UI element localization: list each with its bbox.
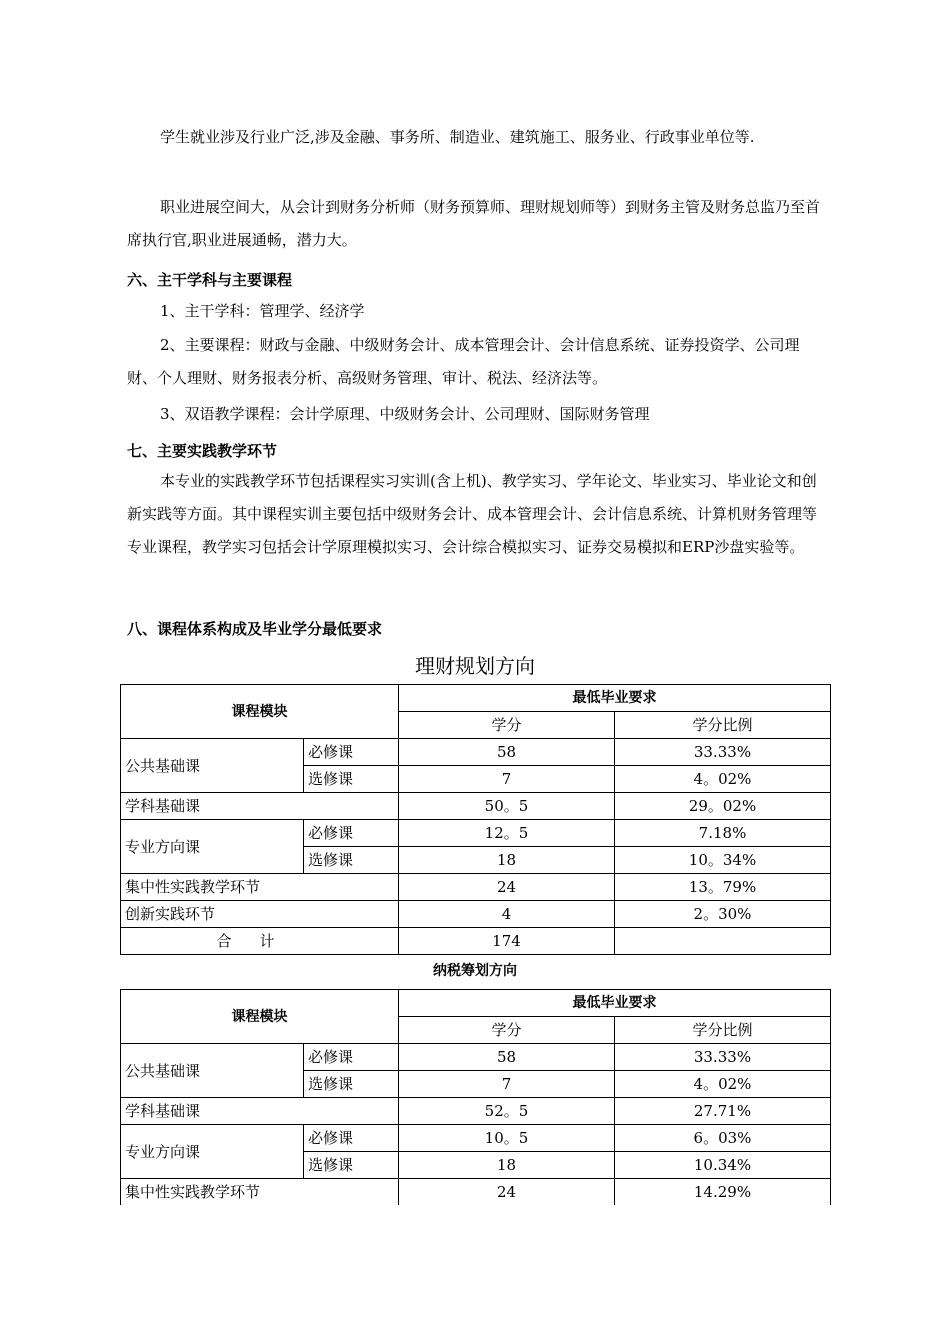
ratio-cell: 29。02% <box>615 793 831 820</box>
paragraph-career: 职业进展空间大，从会计到财务分析师（财务预算师、理财规划师等）到财务主管及财务总监乃至首席执行官,职业进展通畅，潜力大。 <box>127 198 821 249</box>
credit-cell: 10。5 <box>399 1125 615 1152</box>
header-requirement: 最低毕业要求 <box>399 990 831 1017</box>
row-label: 集中性实践教学环节 <box>121 1179 399 1206</box>
credit-cell: 7 <box>399 766 615 793</box>
credit-cell: 58 <box>399 739 615 766</box>
paragraph-employment: 学生就业涉及行业广泛,涉及金融、事务所、制造业、建筑施工、服务业、行政事业单位等. <box>160 128 755 146</box>
table-row <box>121 739 831 766</box>
ratio-cell: 2。30% <box>615 901 831 928</box>
credit-cell: 58 <box>399 1044 615 1071</box>
header-credit: 学分 <box>399 712 615 739</box>
section6-item-2: 2、主要课程：财政与金融、中级财务会计、成本管理会计、会计信息系统、证券投资学、公司理财、个人理财、财务报表分析、高级财务管理、审计、税法、经济法等。 <box>127 336 800 387</box>
table-row <box>121 874 831 901</box>
credit-table-financial-planning <box>120 684 831 955</box>
row-label: 创新实践环节 <box>121 901 399 928</box>
ratio-cell: 10.34% <box>615 1152 831 1179</box>
ratio-cell: 33.33% <box>615 739 831 766</box>
sub-label: 选修课 <box>304 766 399 793</box>
sub-label: 必修课 <box>304 1125 399 1152</box>
sub-label: 选修课 <box>304 847 399 874</box>
total-credit: 174 <box>399 928 615 955</box>
ratio-cell: 7.18% <box>615 820 831 847</box>
credit-cell: 7 <box>399 1071 615 1098</box>
credit-cell: 24 <box>399 874 615 901</box>
table1-caption: 理财规划方向 <box>415 654 535 678</box>
ratio-cell: 13。79% <box>615 874 831 901</box>
ratio-cell: 6。03% <box>615 1125 831 1152</box>
row-label: 集中性实践教学环节 <box>121 874 399 901</box>
credit-cell: 52。5 <box>399 1098 615 1125</box>
header-ratio: 学分比例 <box>615 1017 831 1044</box>
table-row <box>121 1098 831 1125</box>
table-row <box>121 901 831 928</box>
table-row-total <box>121 928 831 955</box>
total-label: 合计 <box>121 928 399 955</box>
total-ratio <box>615 928 831 955</box>
ratio-cell: 10。34% <box>615 847 831 874</box>
table-row <box>121 1179 831 1206</box>
credit-table-tax-planning <box>120 989 831 1205</box>
credit-cell: 50。5 <box>399 793 615 820</box>
credit-cell: 18 <box>399 847 615 874</box>
header-module: 课程模块 <box>121 685 399 739</box>
table2-caption: 纳税筹划方向 <box>433 963 517 979</box>
ratio-cell: 14.29% <box>615 1179 831 1206</box>
row-label: 专业方向课 <box>121 1125 304 1179</box>
credit-cell: 12。5 <box>399 820 615 847</box>
ratio-cell: 33.33% <box>615 1044 831 1071</box>
row-label: 学科基础课 <box>121 793 399 820</box>
credit-cell: 24 <box>399 1179 615 1206</box>
sub-label: 选修课 <box>304 1152 399 1179</box>
section-heading-6: 六、主干学科与主要课程 <box>127 271 293 289</box>
sub-label: 必修课 <box>304 739 399 766</box>
ratio-cell: 4。02% <box>615 766 831 793</box>
table-row <box>121 793 831 820</box>
header-credit: 学分 <box>399 1017 615 1044</box>
section6-item-3: 3、双语教学课程：会计学原理、中级财务会计、公司理财、国际财务管理 <box>160 405 650 423</box>
row-label: 公共基础课 <box>121 739 304 793</box>
section6-item-1: 1、主干学科：管理学、经济学 <box>160 302 365 320</box>
sub-label: 选修课 <box>304 1071 399 1098</box>
table-row <box>121 1125 831 1152</box>
header-module: 课程模块 <box>121 990 399 1044</box>
credit-cell: 18 <box>399 1152 615 1179</box>
row-label: 专业方向课 <box>121 820 304 874</box>
row-label: 公共基础课 <box>121 1044 304 1098</box>
table-row <box>121 820 831 847</box>
sub-label: 必修课 <box>304 1044 399 1071</box>
sub-label: 必修课 <box>304 820 399 847</box>
ratio-cell: 4。02% <box>615 1071 831 1098</box>
table-row <box>121 1044 831 1071</box>
section7-body: 本专业的实践教学环节包括课程实习实训(含上机)、教学实习、学年论文、毕业实习、毕业论文和创新实践等方面。其中课程实训主要包括中级财务会计、成本管理会计、会计信息系统、计算机财务管理等专业课程，教学实习包括会计学原理模拟实习、会计综合模拟实习、证券交易模拟和ERP沙盘实验等。 <box>127 472 818 556</box>
header-requirement: 最低毕业要求 <box>399 685 831 712</box>
credit-cell: 4 <box>399 901 615 928</box>
section-heading-7: 七、主要实践教学环节 <box>127 442 278 460</box>
header-ratio: 学分比例 <box>615 712 831 739</box>
row-label: 学科基础课 <box>121 1098 399 1125</box>
ratio-cell: 27.71% <box>615 1098 831 1125</box>
section-heading-8: 八、课程体系构成及毕业学分最低要求 <box>127 620 383 638</box>
